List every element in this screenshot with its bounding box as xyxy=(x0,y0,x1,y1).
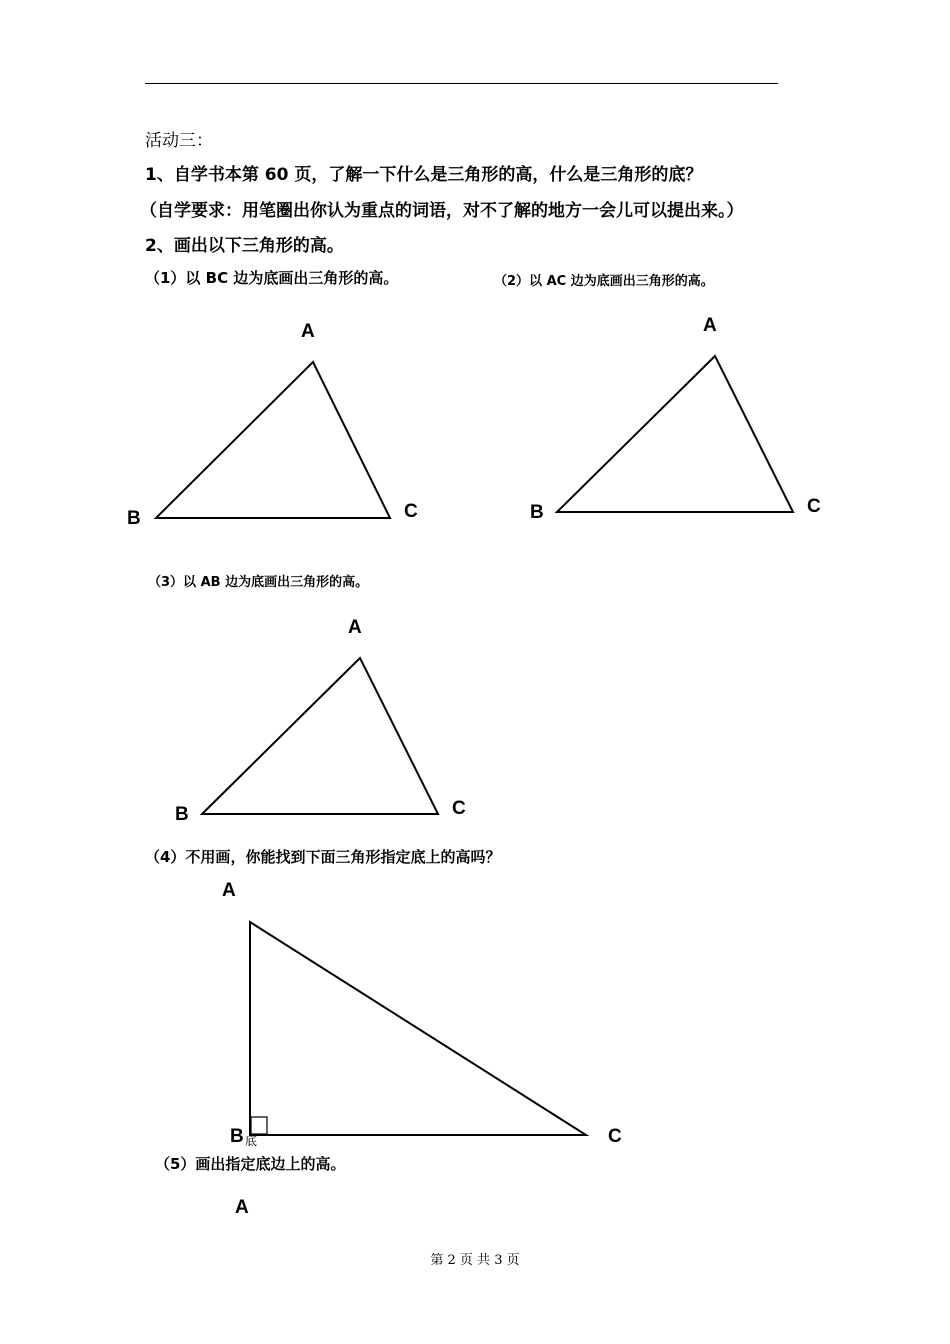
triangle-2-outline xyxy=(557,356,793,512)
triangle-3 xyxy=(175,617,466,825)
triangle-3-vertex-b: B xyxy=(175,804,189,825)
triangle-3-outline xyxy=(202,658,438,814)
instruction-item-2: 2、画出以下三角形的高。 xyxy=(145,236,344,256)
triangle-1-vertex-a: A xyxy=(301,321,315,342)
triangle-4-outline xyxy=(250,922,586,1135)
triangle-4-vertex-a: A xyxy=(222,880,236,901)
task-4-label: （4）不用画，你能找到下面三角形指定底上的高吗？ xyxy=(145,848,501,866)
triangle-2-vertex-a: A xyxy=(703,315,717,336)
triangle-2 xyxy=(530,315,821,523)
triangle-5-vertex-a: A xyxy=(235,1197,249,1218)
triangle-1-vertex-b: B xyxy=(127,508,141,529)
task-1-label: （1）以 BC 边为底画出三角形的高。 xyxy=(145,269,399,287)
triangle-3-vertex-c: C xyxy=(452,798,466,819)
triangle-4-vertex-b: B xyxy=(230,1126,244,1147)
triangle-4-vertex-c: C xyxy=(608,1126,622,1147)
triangle-1 xyxy=(127,321,418,529)
activity-title: 活动三： xyxy=(145,131,213,151)
triangle-4-base-note: 底 xyxy=(245,1134,258,1148)
triangle-4 xyxy=(222,880,622,1148)
task-3-label: （3）以 AB 边为底画出三角形的高。 xyxy=(148,575,369,590)
right-angle-marker xyxy=(251,1117,267,1134)
triangle-1-outline xyxy=(156,362,390,518)
instruction-item-1: 1、自学书本第 60 页，了解一下什么是三角形的高，什么是三角形的底？ xyxy=(145,165,703,185)
page-footer: 第 2 页 共 3 页 xyxy=(430,1253,520,1268)
triangle-5 xyxy=(235,1197,249,1218)
task-2-label: （2）以 AC 边为底画出三角形的高。 xyxy=(494,274,714,289)
task-5-label: （5）画出指定底边上的高。 xyxy=(155,1155,346,1173)
triangle-3-vertex-a: A xyxy=(348,617,362,638)
triangle-2-vertex-b: B xyxy=(530,502,544,523)
triangle-1-vertex-c: C xyxy=(404,501,418,522)
self-study-requirement: （自学要求：用笔圈出你认为重点的词语，对不了解的地方一会儿可以提出来。） xyxy=(140,201,744,221)
triangle-2-vertex-c: C xyxy=(807,496,821,517)
